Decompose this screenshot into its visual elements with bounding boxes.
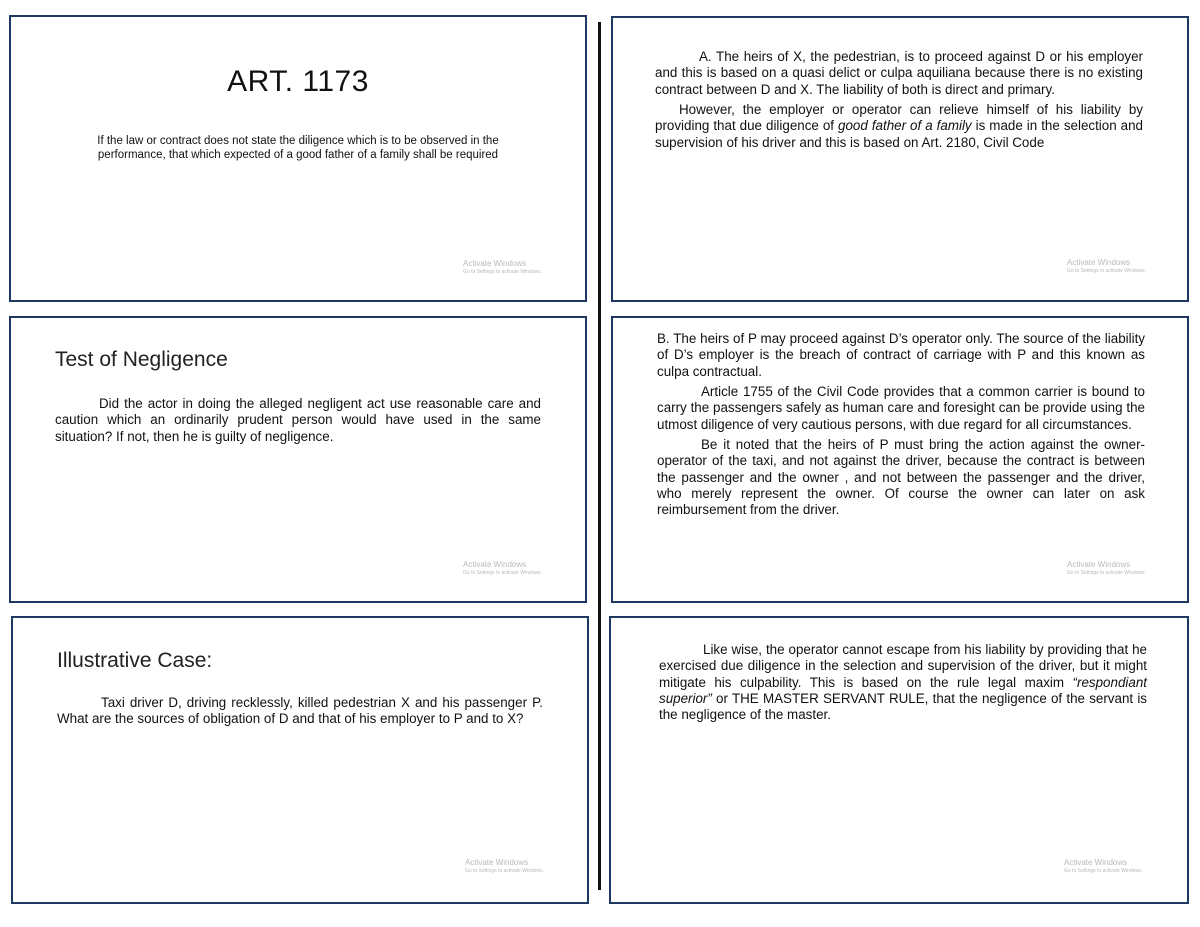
activate-windows-watermark [1067,258,1146,274]
watermark-line1: Activate Windows [463,259,527,268]
paragraph-article-1755: Article 1755 of the Civil Code provides that a common carrier is bound to carry the passengers safely as human care and foresight can be provide using the utmost diligence of very cautious persons, with due regard for all circumstances. [657,384,1145,432]
watermark-line2: Go to Settings to activate Windows. [465,867,544,874]
activate-windows-watermark [1067,560,1146,576]
watermark-line2: Go to Settings to activate Windows. [1067,569,1146,576]
activate-windows-watermark [465,858,544,874]
slide-likewise [609,616,1189,904]
emphasis-text: good father of a family [838,118,972,134]
text-run: However, the employer or operator can relieve himself of his liability by providing that due diligence of [655,102,1143,134]
watermark-line1: Activate Windows [463,560,527,569]
slide-answer-a [611,16,1189,302]
watermark-line2: Go to Settings to activate Windows. [463,268,542,275]
center-divider [598,22,601,890]
slide-body [655,49,1143,155]
activate-windows-watermark [463,259,542,275]
watermark-line2: Go to Settings to activate Windows. [1067,267,1146,274]
watermark-line2: Go to Settings to activate Windows. [463,569,542,576]
slide-art-1173 [9,15,587,302]
paragraph-b: B. The heirs of P may proceed against D’s operator only. The source of the liability of D’s employer is the breach of contract of carriage with P and this known as culpa contractual. [657,331,1145,379]
paragraph-be-it-noted: Be it noted that the heirs of P must bring the action against the owner-operator of the taxi, and not against the driver, because the contract is between the passenger and the owner , and not between the passenger and the driver, who merely represent the owner. Of course the owner can later on ask reimbursement from the driver. [657,437,1145,518]
slide-test-of-negligence [9,316,587,603]
slide-body: If the law or contract does not state the diligence which is to be observed in the performance, that which expected of a good father of a family shall be required [97,135,499,161]
paragraph-a: A. The heirs of X, the pedestrian, is to proceed against D or his employer and this is based on a quasi delict or culpa aquiliana because there is no existing contract between D and X. The liability of both is direct and primary. [655,49,1143,97]
watermark-line1: Activate Windows [1067,258,1131,267]
text-run: is made in the selection and supervision of his driver and this is based on Art. 2180, Civil Code [655,118,1144,150]
paragraph-however [655,102,1143,151]
slide-body: Taxi driver D, driving recklessly, killed pedestrian X and his passenger P. What are the sources of obligation of D and that of his employer to P and to X? [57,695,543,727]
watermark-line1: Activate Windows [1064,858,1128,867]
paragraph-likewise [659,642,1147,724]
slide-answer-b [611,316,1189,603]
slide-body [657,331,1145,523]
watermark-line2: Go to Settings to activate Windows. [1064,867,1143,874]
watermark-line1: Activate Windows [465,858,529,867]
slide-heading: Illustrative Case: [57,649,213,672]
slide-illustrative-case [11,616,589,904]
slide-body [659,642,1147,728]
slide-title: ART. 1173 [227,65,369,98]
activate-windows-watermark [1064,858,1143,874]
watermark-line1: Activate Windows [1067,560,1131,569]
text-run: or THE MASTER SERVANT RULE, that the negligence of the servant is the negligence of the master. [659,691,1147,723]
emphasis-text: “respondiant superior” [659,674,1147,707]
slide-heading: Test of Negligence [55,348,228,371]
activate-windows-watermark [463,560,542,576]
text-run: Like wise, the operator cannot escape from his liability by providing that he exercised due diligence in the selection and supervision of the driver, but it might mitigate his culpability. This is based on the rule legal maxim [659,642,1147,690]
slide-body: Did the actor in doing the alleged negligent act use reasonable care and caution which an ordinarily prudent person would have used in the same situation? If not, then he is guilty of negligence. [55,396,541,444]
